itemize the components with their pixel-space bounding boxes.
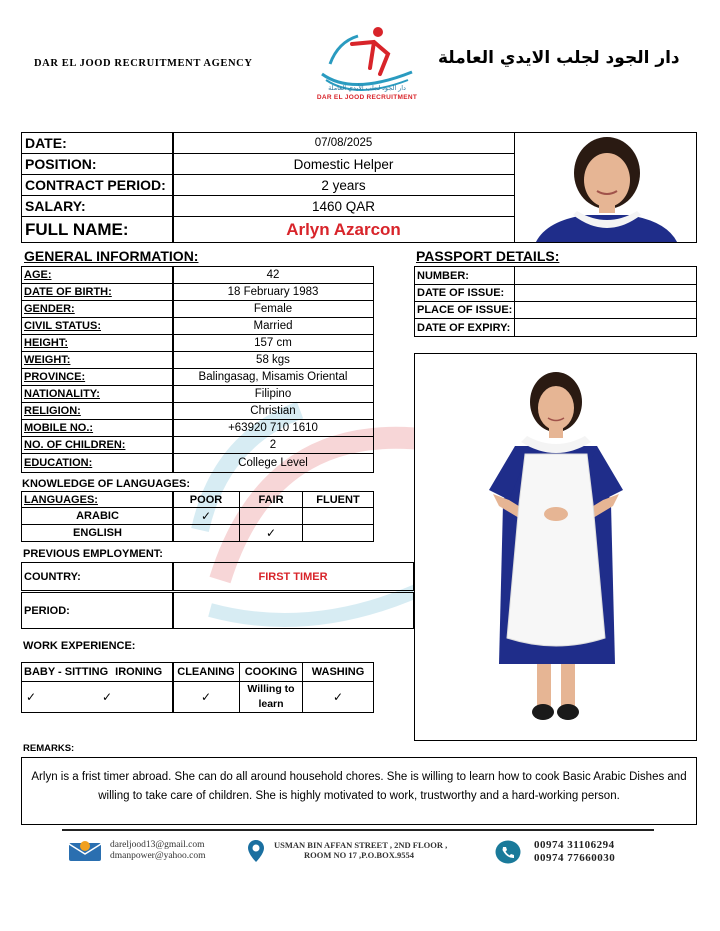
date-value: 07/08/2025 xyxy=(172,132,515,154)
work-ironing-check: ✓ xyxy=(102,690,113,704)
general-row-label: MOBILE NO.: xyxy=(21,419,174,437)
country-label: COUNTRY: xyxy=(21,562,174,591)
country-value: FIRST TIMER xyxy=(172,562,414,591)
passport-issue-place-label: PLACE OF ISSUE: xyxy=(414,301,515,319)
email-icon xyxy=(68,840,102,862)
footer-email-2: dmanpower@yahoo.com xyxy=(110,851,206,861)
general-row-label: GENDER: xyxy=(21,300,174,318)
full-body-photo xyxy=(414,353,697,741)
position-value: Domestic Helper xyxy=(172,153,515,175)
headshot-photo xyxy=(514,132,697,243)
passport-issue-place-value xyxy=(514,301,697,319)
passport-issue-date-value xyxy=(514,284,697,302)
passport-number-label: NUMBER: xyxy=(414,266,515,285)
contract-period-label: CONTRACT PERIOD: xyxy=(21,174,174,196)
previous-employment-title: PREVIOUS EMPLOYMENT: xyxy=(23,548,163,560)
location-pin-icon xyxy=(247,839,265,863)
general-row-value: 157 cm xyxy=(172,334,374,352)
general-row-value: Christian xyxy=(172,402,374,420)
general-row-value: Married xyxy=(172,317,374,335)
language-fair-check: ✓ xyxy=(239,524,303,542)
phone-icon xyxy=(495,840,521,864)
general-row-label: DATE OF BIRTH: xyxy=(21,283,174,301)
general-row-value: Filipino xyxy=(172,385,374,403)
general-row-label: NO. OF CHILDREN: xyxy=(21,436,174,454)
col-fair: FAIR xyxy=(239,491,303,508)
work-washing-check: ✓ xyxy=(302,681,374,713)
logo-text-ar: دار الجود لجلب الأيدي العاملة xyxy=(328,85,406,92)
general-row-value: 58 kgs xyxy=(172,351,374,369)
period-value xyxy=(172,592,414,629)
work-header-cleaning: CLEANING xyxy=(172,662,240,682)
agency-name-en: DAR EL JOOD RECRUITMENT AGENCY xyxy=(34,58,253,69)
work-experience-title: WORK EXPERIENCE: xyxy=(23,640,136,652)
general-row-label: HEIGHT: xyxy=(21,334,174,352)
work-header-ironing: IRONING xyxy=(115,666,163,678)
work-cleaning-check: ✓ xyxy=(172,681,240,713)
col-fluent: FLUENT xyxy=(302,491,374,508)
general-row-label: NATIONALITY: xyxy=(21,385,174,403)
position-label: POSITION: xyxy=(21,153,174,175)
work-header-cooking: COOKING xyxy=(239,662,303,682)
general-row-label: PROVINCE: xyxy=(21,368,174,386)
general-row-value: 18 February 1983 xyxy=(172,283,374,301)
general-row-value: Female xyxy=(172,300,374,318)
general-row-value: Balingasag, Misamis Oriental xyxy=(172,368,374,386)
language-poor-check xyxy=(172,524,240,542)
work-header-washing: WASHING xyxy=(302,662,374,682)
remarks-title: REMARKS: xyxy=(23,743,75,754)
salary-label: SALARY: xyxy=(21,195,174,217)
general-row-value: 2 xyxy=(172,436,374,454)
footer-address-2: ROOM NO 17 ,P.O.BOX.9554 xyxy=(304,850,414,860)
passport-issue-date-label: DATE OF ISSUE: xyxy=(414,284,515,302)
work-cooking-value: Willing to learn xyxy=(239,681,303,713)
language-fluent-check xyxy=(302,524,374,542)
general-row-value: College Level xyxy=(172,453,374,473)
work-baby-check: ✓ xyxy=(26,690,37,704)
full-name-value: Arlyn Azarcon xyxy=(172,216,515,243)
footer-phone-2: 00974 77660030 xyxy=(534,852,616,864)
col-poor: POOR xyxy=(172,491,240,508)
passport-number-value xyxy=(514,266,697,285)
language-poor-check: ✓ xyxy=(172,507,240,525)
date-label: DATE: xyxy=(21,132,174,154)
passport-details-title: PASSPORT DETAILS: xyxy=(416,248,560,264)
footer-phone-1: 00974 31106294 xyxy=(534,839,615,851)
language-name: ARABIC xyxy=(21,507,174,525)
work-header-baby: BABY - SITTING xyxy=(24,666,109,678)
remarks-text: Arlyn is a frist timer abroad. She can do all around household chores. She is willing to learn how to cook Basic Arabic Dishes and willing to take care of children. She is highly motivated to work, trustworthy and a hard-working person. xyxy=(21,757,697,825)
salary-value: 1460 QAR xyxy=(172,195,515,217)
language-name: ENGLISH xyxy=(21,524,174,542)
general-row-label: WEIGHT: xyxy=(21,351,174,369)
passport-expiry-value xyxy=(514,318,697,337)
general-row-label: EDUCATION: xyxy=(21,453,174,473)
general-row-label: RELIGION: xyxy=(21,402,174,420)
general-row-value: 42 xyxy=(172,266,374,284)
languages-title: KNOWLEDGE OF LANGUAGES: xyxy=(22,478,191,490)
period-label: PERIOD: xyxy=(21,592,174,629)
general-row-value: +63920 710 1610 xyxy=(172,419,374,437)
logo-text-en: DAR EL JOOD RECRUITMENT xyxy=(316,94,418,101)
general-info-title: GENERAL INFORMATION: xyxy=(24,248,199,264)
footer-address-1: USMAN BIN AFFAN STREET , 2ND FLOOR , xyxy=(274,840,448,850)
passport-expiry-label: DATE OF EXPIRY: xyxy=(414,318,515,337)
footer-divider xyxy=(62,829,654,831)
languages-header-label: LANGUAGES: xyxy=(21,491,174,508)
footer-email-1: dareljood13@gmail.com xyxy=(110,840,205,850)
contract-period-value: 2 years xyxy=(172,174,515,196)
full-name-label: FULL NAME: xyxy=(21,216,174,243)
language-fair-check xyxy=(239,507,303,525)
language-fluent-check xyxy=(302,507,374,525)
general-row-label: CIVIL STATUS: xyxy=(21,317,174,335)
work-header-baby-ironing xyxy=(21,662,174,682)
agency-name-ar: دار الجود لجلب الايدي العاملة xyxy=(438,48,680,68)
general-row-label: AGE: xyxy=(21,266,174,284)
agency-logo xyxy=(312,24,422,104)
work-values-baby-ironing xyxy=(21,681,174,713)
